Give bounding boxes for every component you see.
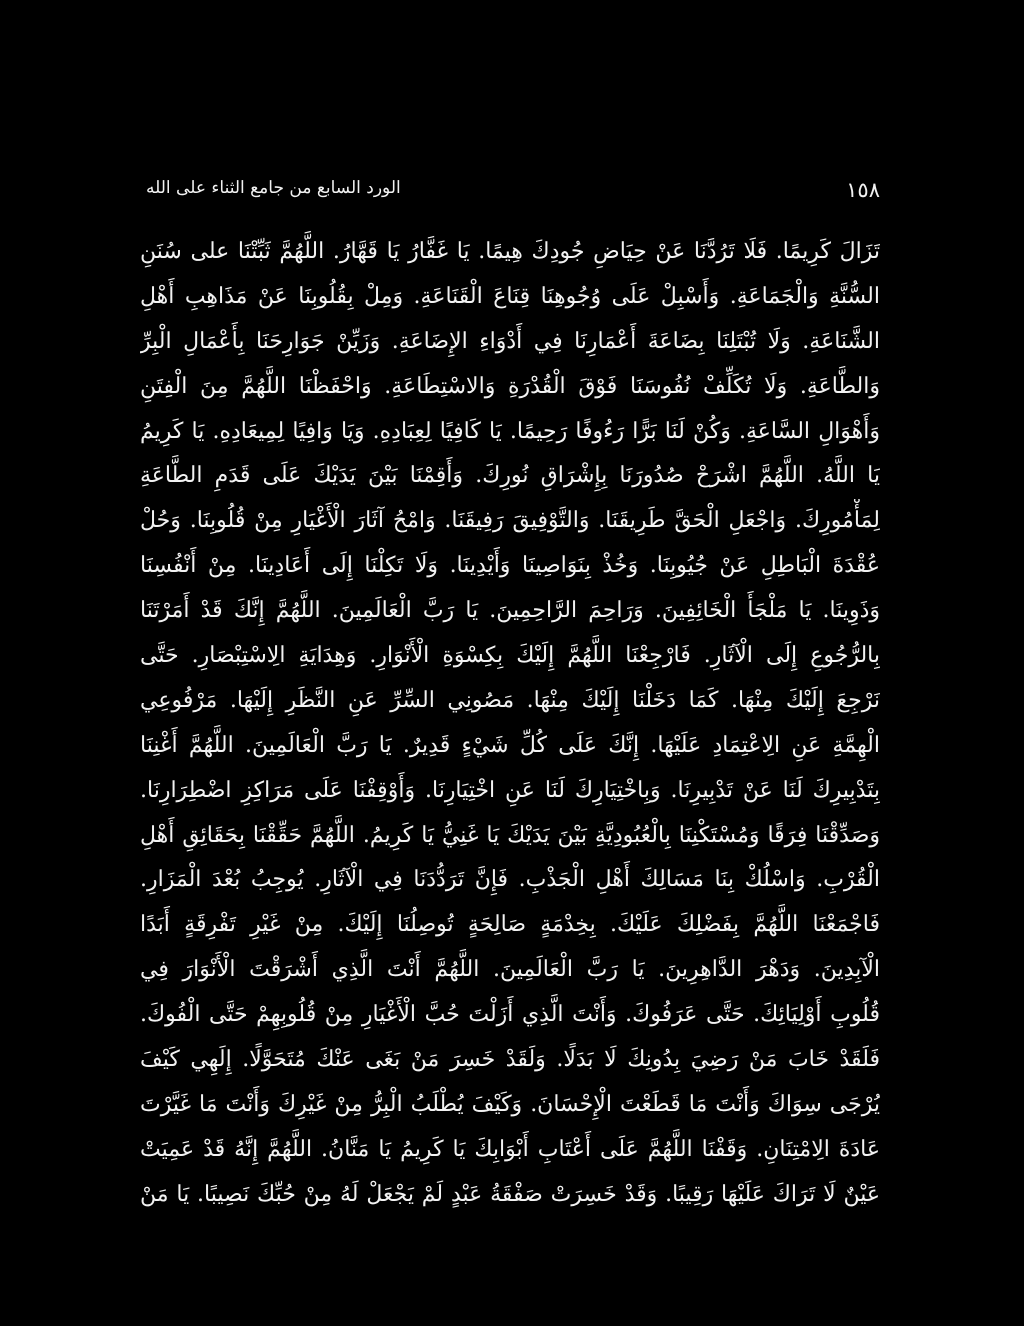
text-line: السُّنَّةِ وَالْجَمَاعَةِ. وَأَسْبِلْ عَلَى وُجُوهِنَا قِنَاعَ الْقَنَاعَةِ. وَمِلْ بِقُلُوبِنَا عَنْ مَذَاهِبِ أَهْلِ [140, 283, 880, 309]
text-line: وَالطَّاعَةِ. وَلَا تُكَلِّفْ نُفُوسَنَا فَوْقَ الْقُدْرَةِ وَالاسْتِطَاعَةِ. وَاحْفَظْنَا اللَّهُمَّ مِنَ الْفِتَنِ [140, 373, 880, 399]
text-line: الْقُرْبِ. وَاسْلُكْ بِنَا مَسَالِكَ أَهْلِ الْجَذْبِ. فَإِنَّ تَرَدُّدَنَا فِي الْآثَارِ. يُوجِبُ بُعْدَ الْمَزَارِ. [140, 867, 880, 893]
text-line: فَاجْمَعْنَا اللَّهُمَّ بِفَضْلِكَ عَلَيْكَ. بِخِدْمَةٍ صَالِحَةٍ تُوصِلُنَا إِلَيْكَ. مِنْ غَيْرِ تَفْرِقَةٍ أَبَدًا [140, 912, 880, 938]
body-text [140, 230, 880, 1218]
text-line: بِالرُّجُوعِ إِلَى الْآثَارِ. فَارْجِعْنَا اللَّهُمَّ إِلَيْكَ بِكِسْوَةِ الْأَنْوَارِ. وَهِدَايَةِ الِاسْتِبْصَارِ. حَتَّى [140, 643, 880, 669]
text-line: الْآبِدِينَ. وَدَهْرَ الدَّاهِرِينَ. يَا رَبَّ الْعَالَمِينَ. اللَّهُمَّ أَنْتَ الَّذِي أَشْرَقْتَ الْأَنْوَارَ فِي [140, 957, 880, 983]
text-line: وَذَوِينَا. يَا مَلْجَأَ الْخَائِفِينَ. وَرَاحِمَ الرَّاحِمِينَ. يَا رَبَّ الْعَالَمِينَ. اللَّهُمَّ إِنَّكَ قَدْ أَمَرْتَنَا [140, 598, 880, 624]
running-head [140, 176, 880, 206]
page-number: ١٥٨ [846, 178, 880, 202]
text-line: تَزَالَ كَرِيمًا. فَلَا تَرُدَّنَا عَنْ حِيَاضِ جُودِكَ هِيمًا. يَا غَفَّارُ يَا قَهَّارُ. اللَّهُمَّ ثَبِّتْنَا على سُنَنِ [140, 239, 880, 264]
running-header-title: الورد السابع من جامع الثناء على الله [146, 178, 401, 198]
text-line: يُرْجَى سِوَاكَ وَأَنْتَ مَا قَطَعْتَ الْإِحْسَانَ. وَكَيْفَ يُطْلَبُ الْبِرُّ مِنْ غَيْرِكَ وَأَنْتَ مَا غَيَّرْتَ [140, 1091, 880, 1117]
text-line: لِمَأْمُورِكَ. وَاجْعَلِ الْحَقَّ طَرِيقَنَا. وَالتَّوْفِيقَ رَفِيقَنَا. وَامْحُ آثَارَ الْأَغْيَارِ مِنْ قُلُوبِنَا. وَحُلْ [140, 508, 880, 534]
text-line: وَأَهْوَالِ السَّاعَةِ. وَكُنْ لَنَا بَرًّا رَءُوفًا رَحِيمًا. يَا كَافِيًا لِعِبَادِهِ. وَيَا وَافِيًا لِمِيعَادِهِ. يَا كَرِيمُ [140, 418, 880, 444]
text-line: عَادَةَ الِامْتِنَانِ. وَقَفْنَا اللَّهُمَّ عَلَى أَعْتَابِ أَبْوَابِكَ يَا كَرِيمُ يَا مَنَّانُ. اللَّهُمَّ إِنَّهُ قَدْ عَمِيَتْ [140, 1136, 880, 1162]
text-line: الشَّنَاعَةِ. وَلَا تُبْتَلِنَا بِضَاعَةَ أَعْمَارِنَا فِي أَدْوَاءِ الإِضَاعَةِ. وَزَيِّنْ جَوَارِحَنَا بِأَعْمَالِ الْبِرِّ [140, 328, 880, 354]
text-line: نَرْجِعَ إِلَيْكَ مِنْهَا. كَمَا دَخَلْنَا إِلَيْكَ مِنْهَا. مَصُونِي السِّرِّ عَنِ النَّظَرِ إِلَيْهَا. مَرْفُوعِي [140, 687, 880, 713]
text-line: الْهِمَّةِ عَنِ الِاعْتِمَادِ عَلَيْهَا. إِنَّكَ عَلَى كُلِّ شَيْءٍ قَدِيرٌ. يَا رَبَّ الْعَالَمِينَ. اللَّهُمَّ أَغْنِنَا [140, 732, 880, 758]
text-line: يَا اللَّهُ. اللَّهُمَّ اشْرَحْ صُدُورَنَا بِإِشْرَاقِ نُورِكَ. وَأَقِمْنَا بَيْنَ يَدَيْكَ عَلَى قَدَمِ الطَّاعَةِ [140, 463, 880, 489]
book-page [140, 168, 880, 1207]
text-line: عُقْدَةَ الْبَاطِلِ عَنْ جُيُوبِنَا. وَخُذْ بِنَوَاصِينَا وَأَيْدِينَا. وَلَا تَكِلْنَا إِلَى أَعَادِينَا. مِنْ أَنْفُسِنَا [140, 553, 880, 579]
text-line: وَصَدِّقْنَا فِرَقًا وَمُسْتَكْنِنَا بِالْعُبُودِيَّةِ بَيْنَ يَدَيْكَ يَا غَنِيُّ يَا كَرِيمُ. اللَّهُمَّ حَقِّقْنَا بِحَقَائِقِ أَهْلِ [140, 822, 880, 848]
text-line: عَيْنٌ لَا تَرَاكَ عَلَيْهَا رَقِيبًا. وَقَدْ خَسِرَتْ صَفْقَةُ عَبْدٍ لَمْ يَجْعَلْ لَهُ مِنْ حُبِّكَ نَصِيبًا. يَا مَنْ [140, 1181, 880, 1207]
text-line: بِتَدْبِيرِكَ لَنَا عَنْ تَدْبِيرِنَا. وَبِاخْتِيَارِكَ لَنَا عَنِ اخْتِيَارِنَا. وَأَوْقِفْنَا عَلَى مَرَاكِزِ اضْطِرَارِنَا. [140, 777, 880, 803]
text-line: فَلَقَدْ خَابَ مَنْ رَضِيَ بِدُونِكَ لَا بَدَلًا. وَلَقَدْ خَسِرَ مَنْ بَغَى عَنْكَ مُتَحَوَّلًا. إِلَهِي كَيْفَ [140, 1047, 880, 1073]
text-line: قُلُوبِ أَوْلِيَائِكَ. حَتَّى عَرَفُوكَ. وَأَنْتَ الَّذِي أَزَلْتَ حُبَّ الْأَغْيَارِ مِنْ قُلُوبِهِمْ حَتَّى الْفُوكَ. [140, 1002, 880, 1028]
